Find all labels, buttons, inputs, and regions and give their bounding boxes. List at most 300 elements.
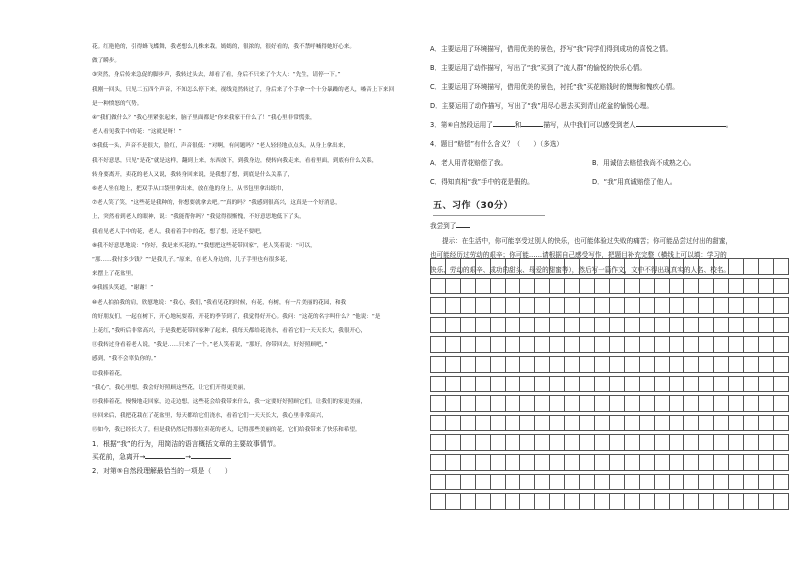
grid-cell[interactable] [565,337,580,353]
grid-cell[interactable] [580,317,595,333]
grid-cell[interactable] [550,317,565,333]
grid-cell[interactable] [460,356,475,372]
grid-cell[interactable] [490,317,505,333]
grid-cell[interactable] [460,396,475,412]
grid-cell[interactable] [744,259,759,275]
grid-cell[interactable] [669,259,684,275]
grid-cell[interactable] [699,435,714,451]
grid-cell[interactable] [535,454,550,470]
grid-cell[interactable] [460,337,475,353]
grid-cell[interactable] [624,259,639,275]
grid-cell[interactable] [773,415,788,431]
grid-cell[interactable] [744,435,759,451]
grid-cell[interactable] [445,494,460,510]
grid-cell[interactable] [684,415,699,431]
grid-cell[interactable] [580,356,595,372]
grid-cell[interactable] [475,376,490,392]
grid-cell[interactable] [431,317,446,333]
grid-cell[interactable] [550,337,565,353]
grid-cell[interactable] [639,435,654,451]
grid-cell[interactable] [445,415,460,431]
grid-cell[interactable] [565,317,580,333]
grid-cell[interactable] [654,415,669,431]
grid-cell[interactable] [520,435,535,451]
grid-cell[interactable] [594,396,609,412]
grid-cell[interactable] [669,396,684,412]
grid-cell[interactable] [758,337,773,353]
grid-cell[interactable] [758,435,773,451]
grid-cell[interactable] [758,356,773,372]
grid-cell[interactable] [669,298,684,314]
grid-cell[interactable] [520,278,535,294]
grid-cell[interactable] [431,298,446,314]
grid-cell[interactable] [714,356,729,372]
grid-cell[interactable] [729,317,744,333]
grid-cell[interactable] [460,259,475,275]
grid-cell[interactable] [535,396,550,412]
grid-cell[interactable] [460,317,475,333]
grid-cell[interactable] [431,494,446,510]
writing-grid-table[interactable] [430,258,789,510]
grid-cell[interactable] [535,356,550,372]
grid-cell[interactable] [445,474,460,490]
grid-cell[interactable] [758,376,773,392]
grid-cell[interactable] [729,396,744,412]
grid-cell[interactable] [699,278,714,294]
grid-cell[interactable] [624,415,639,431]
grid-cell[interactable] [431,356,446,372]
grid-cell[interactable] [565,454,580,470]
grid-cell[interactable] [535,317,550,333]
grid-cell[interactable] [609,376,624,392]
grid-cell[interactable] [490,337,505,353]
grid-cell[interactable] [445,337,460,353]
grid-cell[interactable] [594,259,609,275]
grid-cell[interactable] [729,356,744,372]
grid-cell[interactable] [550,396,565,412]
grid-cell[interactable] [475,494,490,510]
grid-cell[interactable] [535,376,550,392]
grid-cell[interactable] [460,298,475,314]
grid-cell[interactable] [505,259,520,275]
grid-cell[interactable] [758,317,773,333]
grid-cell[interactable] [490,396,505,412]
grid-cell[interactable] [654,396,669,412]
grid-cell[interactable] [744,337,759,353]
grid-cell[interactable] [535,435,550,451]
grid-cell[interactable] [609,259,624,275]
grid-cell[interactable] [535,278,550,294]
grid-cell[interactable] [594,415,609,431]
grid-cell[interactable] [669,278,684,294]
grid-cell[interactable] [609,317,624,333]
grid-cell[interactable] [520,317,535,333]
grid-cell[interactable] [714,494,729,510]
grid-cell[interactable] [624,396,639,412]
q2-option-d[interactable]: D．主要运用了动作描写，写出了“我”用尽心思去买到青山花盆的愉悦心理。 [430,102,653,110]
grid-cell[interactable] [445,376,460,392]
grid-cell[interactable] [550,259,565,275]
grid-cell[interactable] [490,376,505,392]
grid-cell[interactable] [520,376,535,392]
grid-cell[interactable] [744,474,759,490]
grid-cell[interactable] [550,278,565,294]
grid-cell[interactable] [431,474,446,490]
grid-cell[interactable] [565,494,580,510]
grid-cell[interactable] [475,396,490,412]
grid-cell[interactable] [594,337,609,353]
grid-cell[interactable] [490,298,505,314]
grid-cell[interactable] [550,494,565,510]
grid-cell[interactable] [609,337,624,353]
grid-cell[interactable] [773,494,788,510]
grid-cell[interactable] [744,278,759,294]
grid-cell[interactable] [475,259,490,275]
grid-cell[interactable] [773,278,788,294]
grid-cell[interactable] [431,376,446,392]
grid-cell[interactable] [445,435,460,451]
answer-blank[interactable] [191,458,231,459]
grid-cell[interactable] [475,474,490,490]
grid-cell[interactable] [609,356,624,372]
grid-cell[interactable] [609,474,624,490]
grid-cell[interactable] [594,376,609,392]
grid-cell[interactable] [431,278,446,294]
grid-cell[interactable] [758,278,773,294]
grid-cell[interactable] [624,356,639,372]
grid-cell[interactable] [490,474,505,490]
grid-cell[interactable] [550,376,565,392]
grid-cell[interactable] [490,454,505,470]
grid-cell[interactable] [609,454,624,470]
answer-blank[interactable] [145,458,185,459]
grid-cell[interactable] [624,454,639,470]
grid-cell[interactable] [669,337,684,353]
grid-cell[interactable] [684,337,699,353]
grid-cell[interactable] [565,259,580,275]
grid-cell[interactable] [505,454,520,470]
grid-cell[interactable] [445,278,460,294]
grid-cell[interactable] [505,415,520,431]
grid-cell[interactable] [445,317,460,333]
grid-cell[interactable] [505,435,520,451]
grid-cell[interactable] [744,454,759,470]
q4-option-b[interactable]: B．用诚信去赔偿我尚不成熟之心。 [592,159,696,167]
grid-cell[interactable] [684,259,699,275]
grid-cell[interactable] [669,415,684,431]
grid-cell[interactable] [445,454,460,470]
grid-cell[interactable] [580,474,595,490]
grid-cell[interactable] [594,356,609,372]
grid-cell[interactable] [654,494,669,510]
grid-cell[interactable] [758,396,773,412]
grid-cell[interactable] [744,317,759,333]
grid-cell[interactable] [624,494,639,510]
grid-cell[interactable] [729,415,744,431]
grid-cell[interactable] [580,494,595,510]
grid-cell[interactable] [744,356,759,372]
grid-cell[interactable] [490,415,505,431]
grid-cell[interactable] [520,494,535,510]
grid-cell[interactable] [639,356,654,372]
q4-option-c[interactable]: C．得知真相“我”手中的花是假的。 [430,178,534,186]
grid-cell[interactable] [714,298,729,314]
grid-cell[interactable] [520,356,535,372]
grid-cell[interactable] [654,376,669,392]
grid-cell[interactable] [714,396,729,412]
grid-cell[interactable] [639,415,654,431]
grid-cell[interactable] [773,298,788,314]
grid-cell[interactable] [699,415,714,431]
grid-cell[interactable] [699,298,714,314]
grid-cell[interactable] [445,298,460,314]
grid-cell[interactable] [699,356,714,372]
grid-cell[interactable] [609,415,624,431]
grid-cell[interactable] [609,435,624,451]
q2-option-c[interactable]: C．主要运用了环境描写，借用优美的景色，衬托“我”买花赔钱时的懊悔和愧疚心情。 [430,83,679,91]
grid-cell[interactable] [699,494,714,510]
grid-cell[interactable] [639,474,654,490]
grid-cell[interactable] [729,435,744,451]
grid-cell[interactable] [505,337,520,353]
grid-cell[interactable] [550,298,565,314]
grid-cell[interactable] [431,454,446,470]
grid-cell[interactable] [773,435,788,451]
grid-cell[interactable] [654,337,669,353]
grid-cell[interactable] [773,376,788,392]
grid-cell[interactable] [773,454,788,470]
grid-cell[interactable] [460,278,475,294]
grid-cell[interactable] [475,356,490,372]
grid-cell[interactable] [773,396,788,412]
grid-cell[interactable] [639,278,654,294]
grid-cell[interactable] [535,337,550,353]
grid-cell[interactable] [714,415,729,431]
grid-cell[interactable] [431,337,446,353]
grid-cell[interactable] [758,298,773,314]
grid-cell[interactable] [624,298,639,314]
grid-cell[interactable] [475,298,490,314]
grid-cell[interactable] [505,396,520,412]
grid-cell[interactable] [460,376,475,392]
grid-cell[interactable] [624,435,639,451]
grid-cell[interactable] [520,298,535,314]
grid-cell[interactable] [714,435,729,451]
grid-cell[interactable] [580,376,595,392]
grid-cell[interactable] [445,356,460,372]
grid-cell[interactable] [669,356,684,372]
grid-cell[interactable] [565,396,580,412]
grid-cell[interactable] [744,494,759,510]
grid-cell[interactable] [654,278,669,294]
grid-cell[interactable] [550,474,565,490]
grid-cell[interactable] [580,415,595,431]
q2-option-a[interactable]: A．主要运用了环境描写，借用优美的景色，抒写“我”同学们得到成功的喜悦之情。 [430,45,673,53]
grid-cell[interactable] [758,259,773,275]
grid-cell[interactable] [684,474,699,490]
grid-cell[interactable] [535,474,550,490]
grid-cell[interactable] [699,259,714,275]
grid-cell[interactable] [505,317,520,333]
grid-cell[interactable] [565,435,580,451]
grid-cell[interactable] [550,454,565,470]
grid-cell[interactable] [505,278,520,294]
grid-cell[interactable] [505,474,520,490]
grid-cell[interactable] [505,494,520,510]
grid-cell[interactable] [505,356,520,372]
grid-cell[interactable] [684,435,699,451]
grid-cell[interactable] [729,337,744,353]
grid-cell[interactable] [550,356,565,372]
grid-cell[interactable] [684,298,699,314]
grid-cell[interactable] [475,317,490,333]
grid-cell[interactable] [639,259,654,275]
grid-cell[interactable] [520,454,535,470]
grid-cell[interactable] [460,494,475,510]
grid-cell[interactable] [639,317,654,333]
grid-cell[interactable] [460,474,475,490]
grid-cell[interactable] [475,278,490,294]
essay-title-blank[interactable] [456,227,470,228]
grid-cell[interactable] [773,337,788,353]
grid-cell[interactable] [654,298,669,314]
grid-cell[interactable] [773,474,788,490]
grid-cell[interactable] [699,337,714,353]
grid-cell[interactable] [490,356,505,372]
grid-cell[interactable] [729,376,744,392]
grid-cell[interactable] [714,376,729,392]
grid-cell[interactable] [699,376,714,392]
grid-cell[interactable] [699,454,714,470]
grid-cell[interactable] [654,317,669,333]
grid-cell[interactable] [773,317,788,333]
grid-cell[interactable] [714,474,729,490]
grid-cell[interactable] [594,278,609,294]
grid-cell[interactable] [714,317,729,333]
grid-cell[interactable] [639,494,654,510]
grid-cell[interactable] [669,435,684,451]
grid-cell[interactable] [729,259,744,275]
grid-cell[interactable] [639,376,654,392]
grid-cell[interactable] [609,278,624,294]
grid-cell[interactable] [714,337,729,353]
grid-cell[interactable] [773,356,788,372]
grid-cell[interactable] [445,259,460,275]
grid-cell[interactable] [580,435,595,451]
grid-cell[interactable] [580,454,595,470]
grid-cell[interactable] [699,474,714,490]
grid-cell[interactable] [714,278,729,294]
grid-cell[interactable] [624,337,639,353]
grid-cell[interactable] [520,415,535,431]
grid-cell[interactable] [639,337,654,353]
grid-cell[interactable] [729,454,744,470]
grid-cell[interactable] [669,454,684,470]
grid-cell[interactable] [535,494,550,510]
grid-cell[interactable] [654,356,669,372]
grid-cell[interactable] [654,259,669,275]
grid-cell[interactable] [684,278,699,294]
grid-cell[interactable] [520,396,535,412]
grid-cell[interactable] [684,356,699,372]
grid-cell[interactable] [758,474,773,490]
grid-cell[interactable] [699,317,714,333]
grid-cell[interactable] [535,259,550,275]
grid-cell[interactable] [580,396,595,412]
grid-cell[interactable] [729,474,744,490]
grid-cell[interactable] [654,474,669,490]
grid-cell[interactable] [565,415,580,431]
grid-cell[interactable] [654,435,669,451]
grid-cell[interactable] [580,259,595,275]
grid-cell[interactable] [624,278,639,294]
grid-cell[interactable] [669,494,684,510]
grid-cell[interactable] [624,317,639,333]
grid-cell[interactable] [639,396,654,412]
grid-cell[interactable] [520,337,535,353]
grid-cell[interactable] [714,259,729,275]
grid-cell[interactable] [744,415,759,431]
grid-cell[interactable] [639,298,654,314]
q4-option-d[interactable]: D．“我”用真诚赔偿了他人。 [592,178,677,186]
grid-cell[interactable] [684,454,699,470]
grid-cell[interactable] [594,494,609,510]
grid-cell[interactable] [490,259,505,275]
grid-cell[interactable] [445,396,460,412]
answer-blank[interactable] [521,126,543,127]
grid-cell[interactable] [565,474,580,490]
grid-cell[interactable] [669,317,684,333]
grid-cell[interactable] [475,415,490,431]
grid-cell[interactable] [594,317,609,333]
grid-cell[interactable] [594,298,609,314]
grid-cell[interactable] [594,435,609,451]
grid-cell[interactable] [669,376,684,392]
grid-cell[interactable] [565,278,580,294]
grid-cell[interactable] [475,435,490,451]
grid-cell[interactable] [580,298,595,314]
grid-cell[interactable] [550,415,565,431]
grid-cell[interactable] [460,415,475,431]
grid-cell[interactable] [431,396,446,412]
grid-cell[interactable] [773,259,788,275]
grid-cell[interactable] [684,494,699,510]
answer-blank[interactable] [493,126,515,127]
grid-cell[interactable] [535,415,550,431]
grid-cell[interactable] [714,454,729,470]
grid-cell[interactable] [520,259,535,275]
grid-cell[interactable] [460,454,475,470]
grid-cell[interactable] [505,298,520,314]
grid-cell[interactable] [565,376,580,392]
q2-option-b[interactable]: B．主要运用了动作描写，写出了“我”买到了“流人群”的愉悦的快乐心情。 [430,64,646,72]
grid-cell[interactable] [431,259,446,275]
grid-cell[interactable] [758,454,773,470]
grid-cell[interactable] [639,454,654,470]
grid-cell[interactable] [475,454,490,470]
q4-option-a[interactable]: A．老人用青花赔偿了我。 [430,159,508,167]
grid-cell[interactable] [594,454,609,470]
grid-cell[interactable] [609,396,624,412]
grid-cell[interactable] [490,494,505,510]
grid-cell[interactable] [669,474,684,490]
grid-cell[interactable] [431,415,446,431]
grid-cell[interactable] [699,396,714,412]
grid-cell[interactable] [684,317,699,333]
grid-cell[interactable] [580,337,595,353]
grid-cell[interactable] [624,474,639,490]
grid-cell[interactable] [684,376,699,392]
